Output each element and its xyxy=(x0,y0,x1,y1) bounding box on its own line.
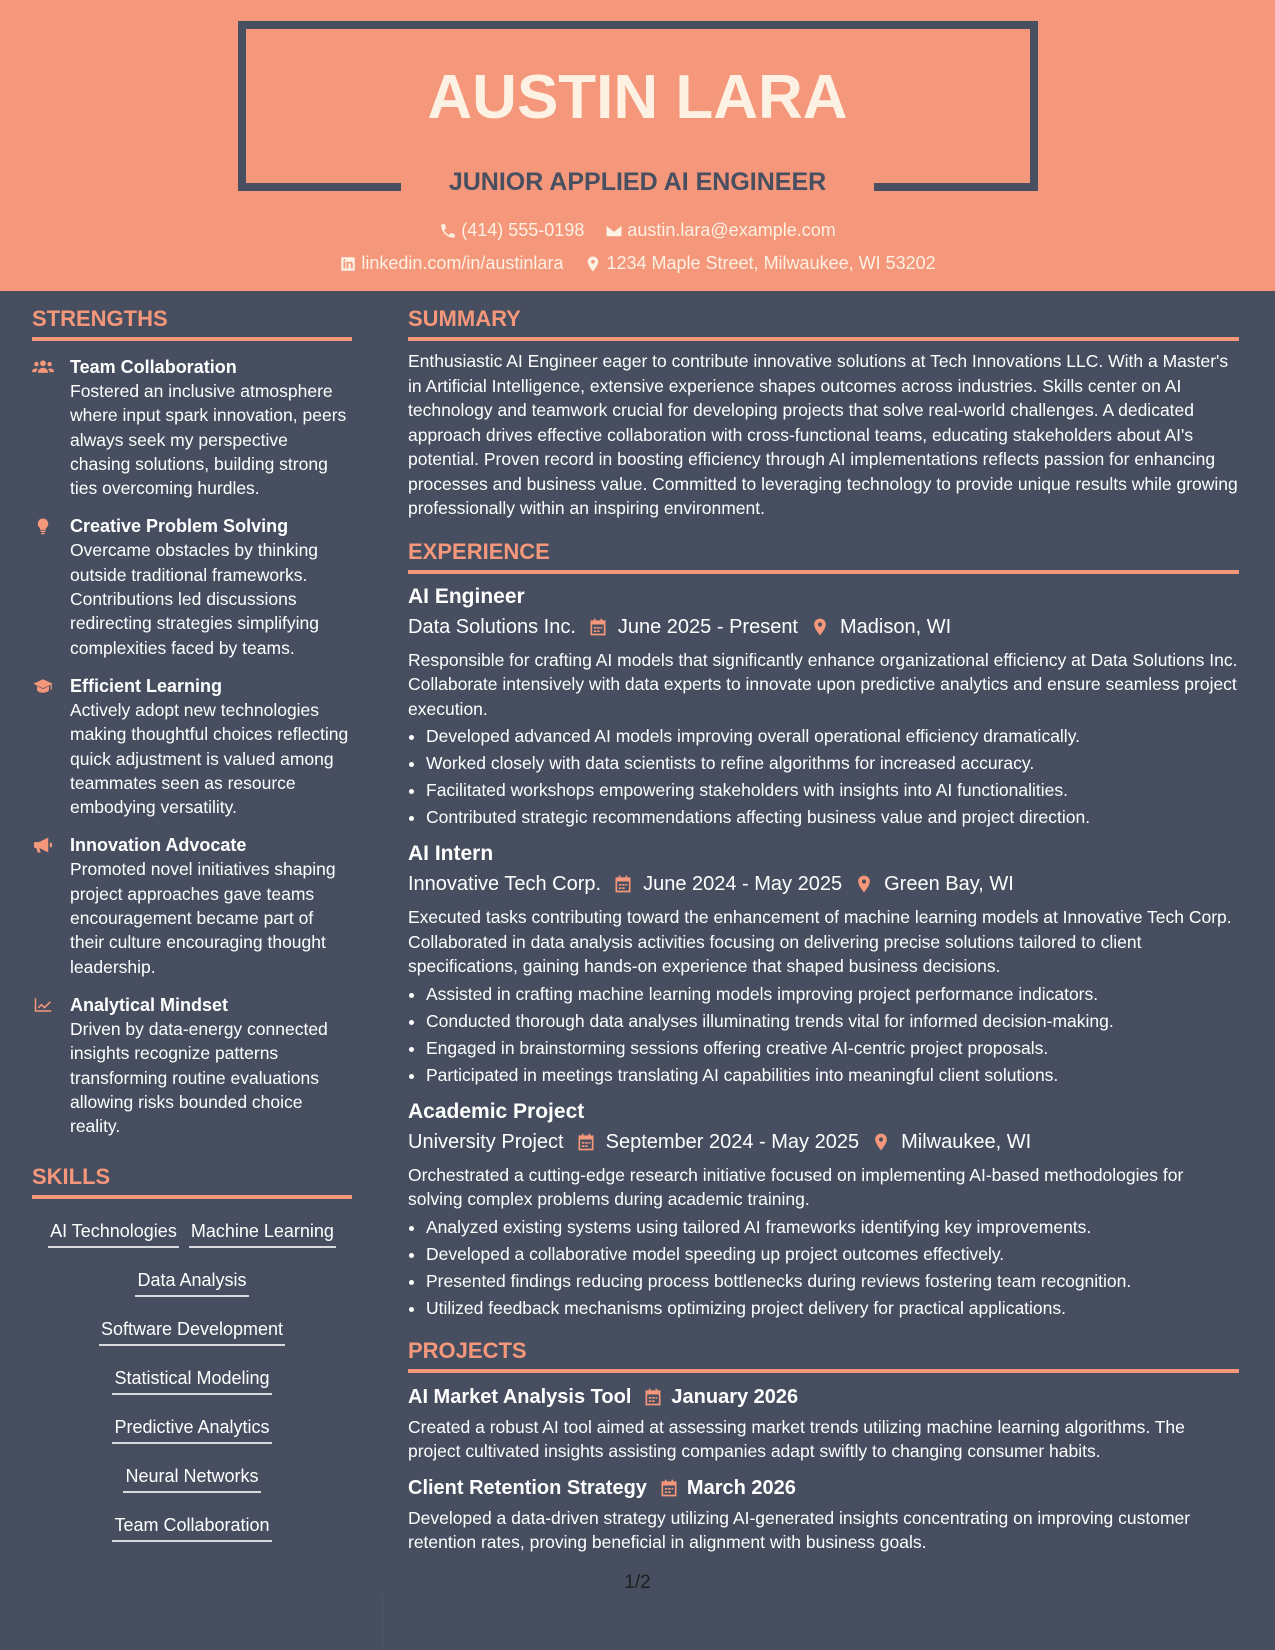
strength-description: Fostered an inclusive atmosphere where input spark innovation, peers always seek my perspective chasing solutions, building strong ties overcoming hurdles. xyxy=(70,381,347,499)
linkedin-text: linkedin.com/in/austinlara xyxy=(361,253,564,273)
graduation-cap-icon xyxy=(32,677,54,695)
project-title: Client Retention Strategy xyxy=(408,1476,647,1499)
strength-item xyxy=(32,355,352,500)
job-entry-title: Academic Project xyxy=(408,1099,585,1123)
strength-description: Actively adopt new technologies making thoughtful choices reflecting quick adjustment is valued among teammates seen as resource embodying versatility. xyxy=(70,699,349,818)
bullet-item: • Analyzed existing systems using tailored AI frameworks identifying key improvements. xyxy=(426,1214,1239,1241)
job-description: Responsible for crafting AI models that significantly enhance organizational efficiency at Data Solutions Inc. Collaborate intensively with data experts to innovate upon predictive analytics and ensure seamless project execution. xyxy=(408,649,1238,719)
project-description: Created a robust AI tool aimed at assessing market trends utilizing machine learning algorithms. The project cultivated insights assisting companies adapt swiftly to changing consumer habits. xyxy=(408,1416,1185,1461)
bullet-item: • Contributed strategic recommendations affecting business value and project direction. xyxy=(426,804,1239,831)
bullet-item: • Worked closely with data scientists to refine algorithms for increased accuracy. xyxy=(426,750,1239,777)
project-title: AI Market Analysis Tool xyxy=(408,1385,632,1408)
job-dates: September 2024 - May 2025 xyxy=(605,1130,860,1153)
left-column xyxy=(32,306,352,1554)
bullet-item: • Assisted in crafting machine learning models improving project performance indicators. xyxy=(426,981,1239,1008)
job-meta xyxy=(408,869,1239,899)
envelope-icon xyxy=(605,222,623,240)
bullet-item: • Developed advanced AI models improving overall operational efficiency dramatically. xyxy=(426,723,1239,750)
phone-text: (414) 555-0198 xyxy=(461,220,585,240)
project-description: Developed a data-driven strategy utilizing AI-generated insights concentrating on improving customer retention rates, proving beneficial in alignment with business goals. xyxy=(408,1507,1191,1552)
address-text: 1234 Maple Street, Milwaukee, WI 53202 xyxy=(606,253,936,273)
bullet-item: • Developed a collaborative model speeding up project outcomes effectively. xyxy=(426,1241,1239,1268)
map-pin-icon xyxy=(854,874,874,894)
summary-text: Enthusiastic AI Engineer eager to contribute innovative solutions at Tech Innovations LLC. With a Master's in Artificial Intelligence, extensive experience shapes outcomes across industries. Skills center on AI technology and teamwork crucial for developing projects that solve real-world challenges. A dedicated approach drives effective collaboration with cross-functional teams, educating stakeholders about AI's potential. Proven record in boosting efficiency through AI implementations reflects passion for enhancing processes and business value. Committed to leveraging technology to provide unique results while growing professionally within an inspiring environment. xyxy=(408,351,1238,518)
project-header xyxy=(408,1474,1239,1502)
skill-tag: Team Collaboration xyxy=(112,1509,271,1542)
map-pin-icon xyxy=(584,255,602,273)
linkedin-icon xyxy=(339,255,357,273)
right-column xyxy=(408,306,1239,1555)
job-bullets xyxy=(408,1214,1239,1322)
bullet-item: • Presented findings reducing process bottlenecks during reviews fostering team recognition. xyxy=(426,1268,1239,1295)
skill-tag: Statistical Modeling xyxy=(112,1362,271,1395)
phone-contact[interactable] xyxy=(439,220,584,241)
job-dates: June 2025 - Present xyxy=(617,615,798,638)
skill-tag: Data Analysis xyxy=(135,1264,248,1297)
map-pin-icon xyxy=(810,617,830,637)
strength-title: Innovation Advocate xyxy=(70,835,247,856)
calendar-icon xyxy=(576,1132,596,1152)
skills-list xyxy=(32,1211,352,1554)
bullet-item: • Conducted thorough data analyses illuminating trends vital for informed decision-making. xyxy=(426,1008,1239,1035)
bullet-item: • Engaged in brainstorming sessions offering creative AI-centric project proposals. xyxy=(426,1035,1239,1062)
project-date: March 2026 xyxy=(686,1476,796,1499)
job-entry-title: AI Intern xyxy=(408,842,494,865)
strength-item xyxy=(32,833,352,978)
project-date: January 2026 xyxy=(671,1385,799,1408)
skill-tag: Predictive Analytics xyxy=(112,1411,271,1444)
bullet-item: • Utilized feedback mechanisms optimizing project delivery for practical applications. xyxy=(426,1295,1239,1322)
strengths-heading: STRENGTHS xyxy=(32,306,352,341)
job-bullets xyxy=(408,723,1239,831)
strength-title: Team Collaboration xyxy=(70,357,237,377)
project-entry xyxy=(408,1383,1239,1464)
skill-tag: AI Technologies xyxy=(48,1215,179,1248)
page-number: 1/2 xyxy=(624,1572,651,1593)
strength-title: Analytical Mindset xyxy=(70,994,229,1015)
job-title: JUNIOR APPLIED AI ENGINEER xyxy=(448,168,827,196)
contact-row-1 xyxy=(0,220,1275,245)
lightbulb-icon xyxy=(32,517,54,535)
strength-item xyxy=(32,993,352,1138)
phone-icon xyxy=(439,222,457,240)
email-text: austin.lara@example.com xyxy=(627,220,836,240)
chart-line-icon xyxy=(32,996,54,1014)
job-meta xyxy=(408,1127,1239,1157)
contact-row-2 xyxy=(0,253,1275,278)
job-entry xyxy=(408,582,1239,832)
projects-heading: PROJECTS xyxy=(408,1338,1239,1373)
job-location: Madison, WI xyxy=(840,615,952,638)
bullet-item: • Facilitated workshops empowering stakeholders with insights into AI functionalities. xyxy=(426,777,1239,804)
experience-heading: EXPERIENCE xyxy=(408,539,1239,574)
users-icon xyxy=(32,358,54,376)
map-pin-icon xyxy=(871,1132,891,1152)
strength-description: Promoted novel initiatives shaping project approaches gave teams encouragement became part of their culture encouraging thought leadership. xyxy=(70,859,336,977)
job-entry xyxy=(408,1097,1239,1322)
address-contact xyxy=(584,253,935,274)
job-location: Green Bay, WI xyxy=(884,873,1014,895)
column-divider xyxy=(382,1595,383,1650)
frame-border-top xyxy=(238,21,1038,29)
strength-item xyxy=(32,514,352,659)
email-contact[interactable] xyxy=(605,220,835,241)
strength-title: Efficient Learning xyxy=(70,675,223,696)
job-location: Milwaukee, WI xyxy=(901,1130,1032,1153)
calendar-icon xyxy=(659,1478,679,1498)
company-name: Data Solutions Inc. xyxy=(408,615,576,638)
header-banner xyxy=(0,0,1275,291)
strength-item xyxy=(32,674,352,819)
bullet-item: • Participated in meetings translating AI capabilities into meaningful client solutions. xyxy=(426,1062,1239,1089)
job-dates: June 2024 - May 2025 xyxy=(643,873,843,895)
calendar-icon xyxy=(613,874,633,894)
summary-heading: SUMMARY xyxy=(408,306,1239,341)
strength-description: Driven by data-energy connected insights recognize patterns transforming routine evaluations allowing risks bounded choice reality. xyxy=(70,1018,328,1137)
company-name: University Project xyxy=(408,1130,564,1153)
job-description: Executed tasks contributing toward the enhancement of machine learning models at Innovative Tech Corp. Collaborated in data analysis activities focusing on delivering precise solutions tailored to client specifications, gaining hands-on experience that shaped business decisions. xyxy=(408,907,1232,976)
calendar-icon xyxy=(643,1387,663,1407)
skills-heading: SKILLS xyxy=(32,1164,352,1199)
job-entry xyxy=(408,839,1239,1089)
strength-description: Overcame obstacles by thinking outside traditional frameworks. Contributions led discussions redirecting strategies simplifying complexities faced by teams. xyxy=(70,540,319,658)
project-entry xyxy=(408,1474,1239,1555)
job-bullets xyxy=(408,981,1239,1089)
calendar-icon xyxy=(588,617,608,637)
megaphone-icon xyxy=(32,836,54,854)
job-meta xyxy=(408,612,1239,642)
skill-tag: Software Development xyxy=(99,1313,285,1346)
job-description: Orchestrated a cutting-edge research initiative focused on implementing AI-based methodologies for solving complex problems during academic training. xyxy=(408,1164,1184,1209)
project-header xyxy=(408,1383,1239,1411)
company-name: Innovative Tech Corp. xyxy=(408,873,602,895)
strength-title: Creative Problem Solving xyxy=(70,516,289,537)
linkedin-contact[interactable] xyxy=(339,253,563,274)
skill-tag: Neural Networks xyxy=(123,1460,260,1493)
candidate-name: AUSTIN LARA xyxy=(427,63,848,132)
job-entry-title: AI Engineer xyxy=(408,584,525,608)
skill-tag: Machine Learning xyxy=(189,1215,336,1248)
